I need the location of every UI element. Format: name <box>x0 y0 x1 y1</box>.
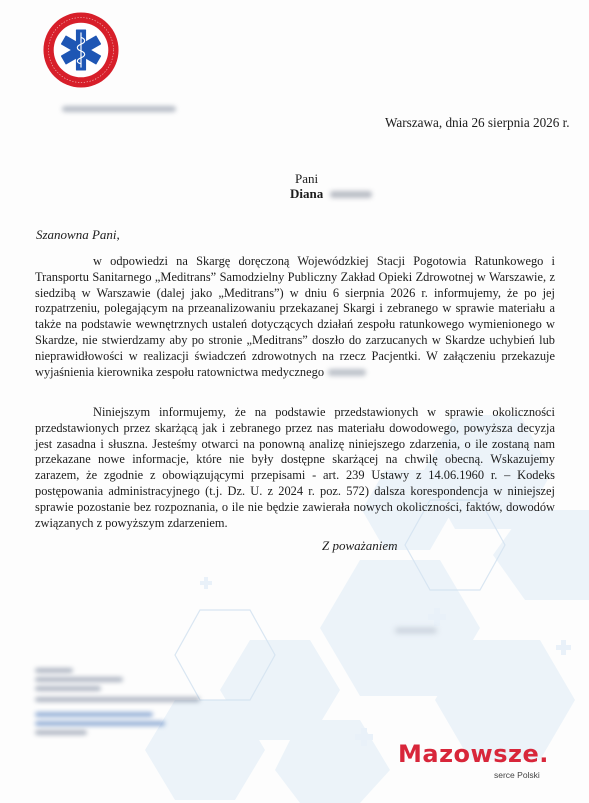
signature-redacted <box>395 628 437 633</box>
region-tagline: serce Polski <box>494 770 540 780</box>
sender-info-redacted <box>62 106 176 112</box>
recipient-title: Pani <box>295 171 319 186</box>
paragraph-1-text: w odpowiedzi na Skargę doręczoną Wojewódzkiej Stacji Pogotowia Ratunkowego i Transportu Sanitarnego „Meditrans” Samodzielny Publiczny Zakład Opieki Zdrowotnej w Warszawie, z siedzibą w Warszawie (dalej jako „Meditrans”) w dniu 6 sierpnia 2026 r. informujemy, że po jej rozpatrzeniu, polegającym na przeanalizowaniu przekazanej Skargi i zebranego w sprawie materiału a także na podstawie wewnętrznych ustaleń dotyczących działań zespołu ratunkowego wymienionego w Skardze, nie stwierdzamy aby po stronie „Meditrans” doszło do zarzucanych w Skardze uchybień lub nieprawidłowości w realizacji świadczeń zdrowotnych na rzecz Pacjentki. W załączeniu przekazuje wyjaśnienia kierownika zespołu ratownictwa medycznego <box>35 254 555 379</box>
paragraph-2-text: Niniejszym informujemy, że na podstawie przedstawionych w sprawie okoliczności przedstawionych przez skarżącą jak i zebranego przez nas materiału dowodowego, powyższa decyzja jest zasadna i słuszna. Jesteśmy otwarci na ponowną analizę niniejszego zdarzenia, o ile zostaną nam przekazane nowe informacje, które nie były dostępne skarżącej na chwilę obecną. Wskazujemy zarazem, że zgodnie z obowiązującymi przepisami - art. 239 Ustawy z 14.06.1960 r. – Kodeks postępowania administracyjnego (t.j. Dz. U. z 2024 r. poz. 572) dalsza korespondencja w niniejszej sprawie pozostanie bez rozpoznania, o ile nie będzie zawierała nowych okoliczności, faktów, dowodów związanych z powyższym zdarzeniem. <box>35 405 555 530</box>
region-logo: Mazowsze. <box>398 740 549 768</box>
closing-phrase: Z poważaniem <box>322 538 398 553</box>
recipient-surname-redacted <box>330 191 372 198</box>
body-paragraph-2 <box>35 405 555 531</box>
star-of-life-icon <box>42 11 120 89</box>
body-paragraph-1 <box>35 254 555 380</box>
name-redacted <box>328 369 366 376</box>
salutation: Szanowna Pani, <box>36 227 120 242</box>
recipient-name: Diana <box>290 186 324 201</box>
letter-date: Warszawa, dnia 26 sierpnia 2026 r. <box>385 115 570 130</box>
